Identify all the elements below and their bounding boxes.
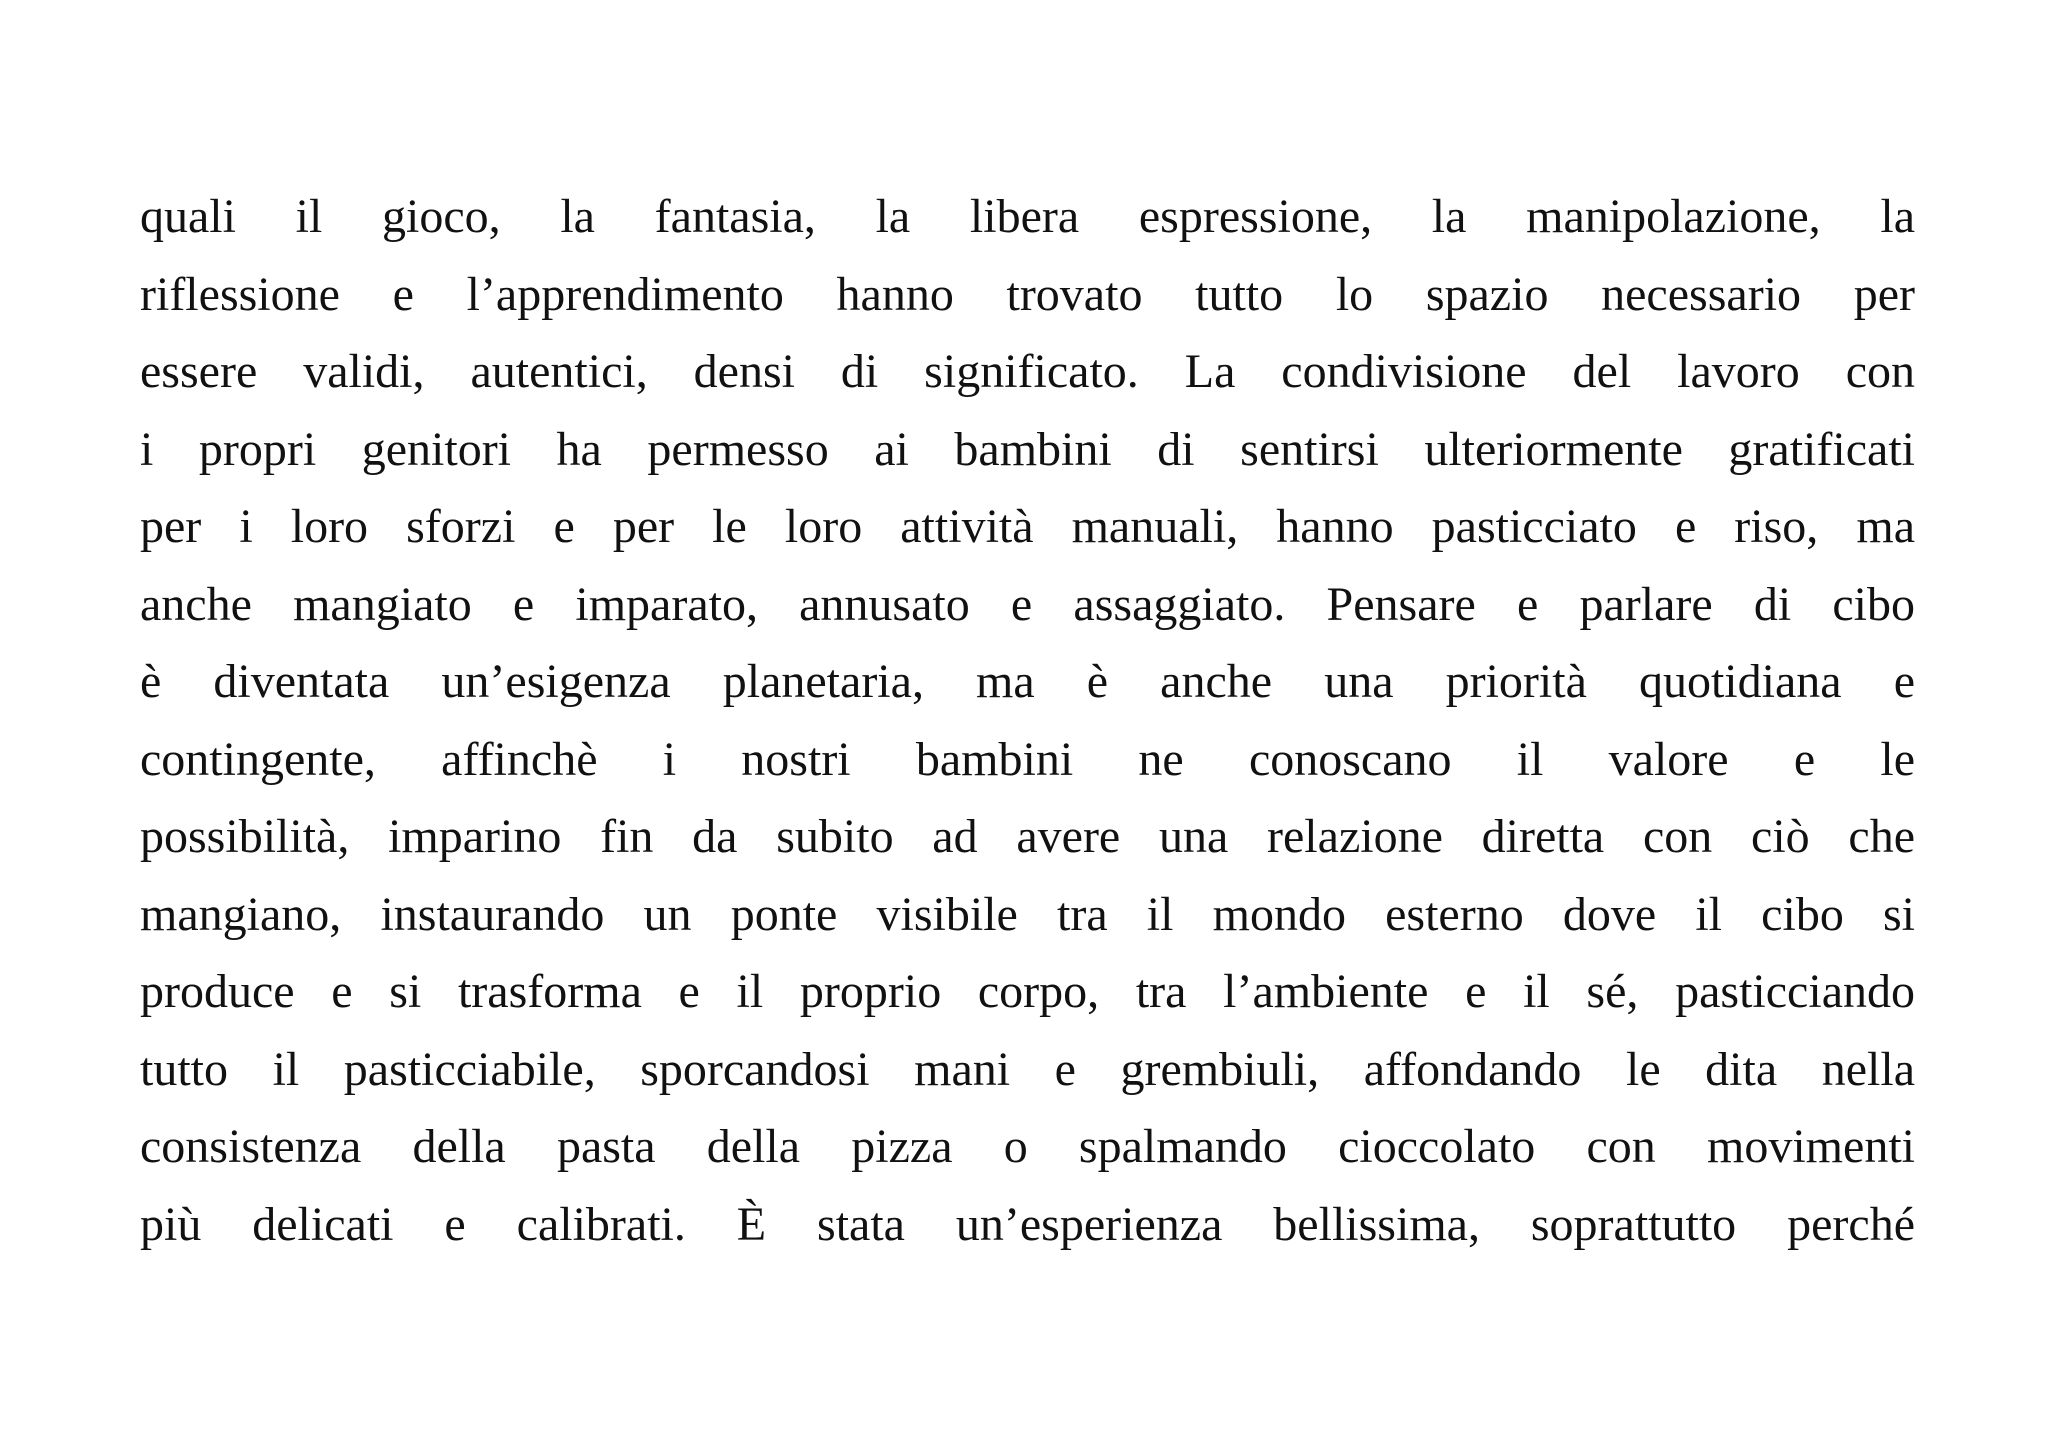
text-line: contingente, affinchè i nostri bambini ne conoscano il valore e le — [140, 732, 1915, 786]
text-line: mangiano, instaurando un ponte visibile tra il mondo esterno dove il cibo si — [140, 887, 1915, 941]
text-line: produce e si trasforma e il proprio corpo, tra l’ambiente e il sé, pasticciando — [140, 965, 1915, 1018]
text-line: possibilità, imparino fin da subito ad avere una relazione diretta con ciò che — [140, 810, 1915, 863]
text-line: è diventata un’esigenza planetaria, ma è anche una priorità quotidiana e — [140, 655, 1915, 708]
text-line: più delicati e calibrati. È stata un’esperienza bellissima, soprattutto perché — [140, 1197, 1915, 1251]
text-line: i propri genitori ha permesso ai bambini di sentirsi ulteriormente gratificati — [140, 422, 1915, 476]
text-line: essere validi, autentici, densi di significato. La condivisione del lavoro con — [140, 345, 1915, 398]
body-paragraph — [140, 178, 1915, 1263]
text-line: per i loro sforzi e per le loro attività manuali, hanno pasticciato e riso, ma — [140, 500, 1915, 553]
text-line: tutto il pasticciabile, sporcandosi mani e grembiuli, affondando le dita nella — [140, 1042, 1915, 1096]
text-line: anche mangiato e imparato, annusato e assaggiato. Pensare e parlare di cibo — [140, 577, 1915, 631]
text-line: quali il gioco, la fantasia, la libera espressione, la manipolazione, la — [140, 190, 1915, 243]
text-line: consistenza della pasta della pizza o spalmando cioccolato con movimenti — [140, 1120, 1915, 1173]
text-line: riflessione e l’apprendimento hanno trovato tutto lo spazio necessario per — [140, 267, 1915, 321]
